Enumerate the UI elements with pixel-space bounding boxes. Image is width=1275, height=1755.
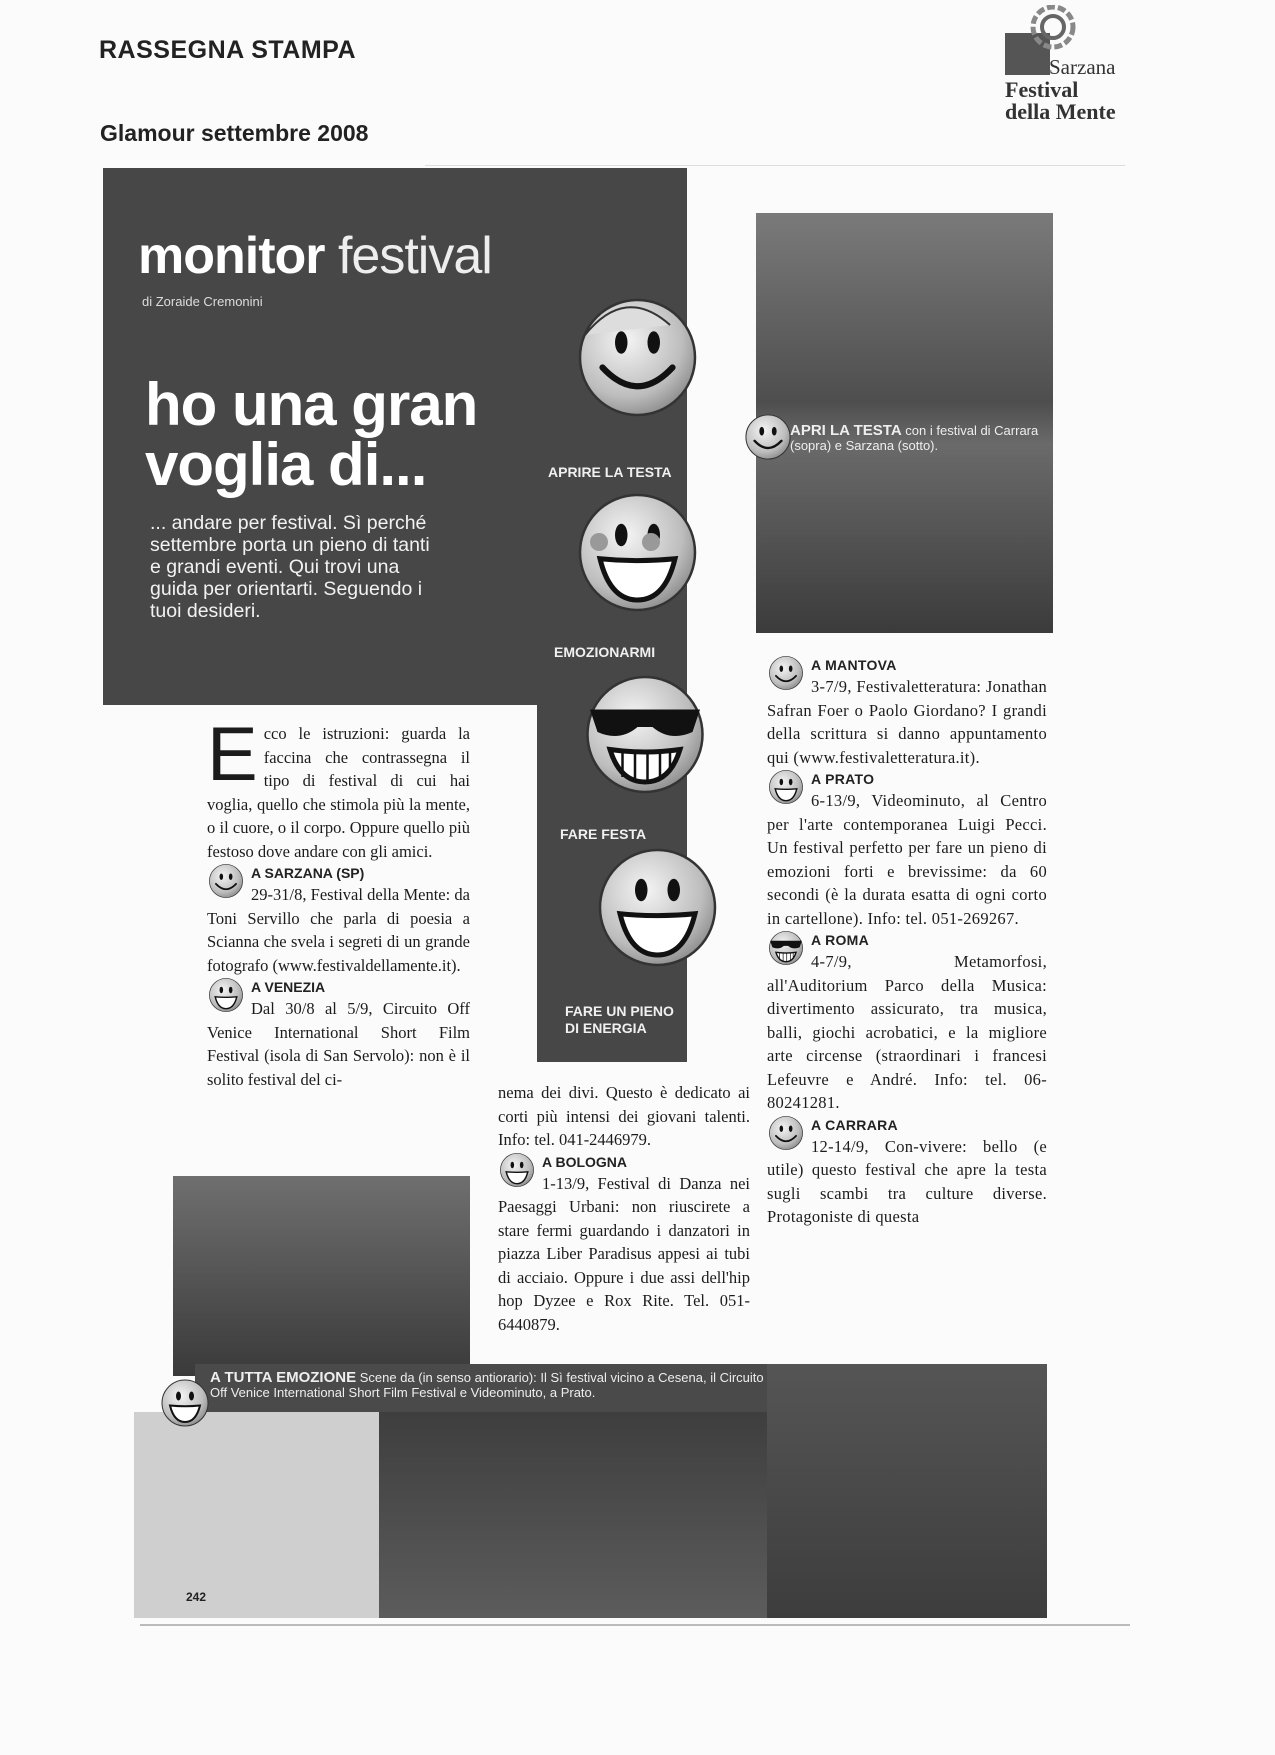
smiley-open-head-icon — [744, 413, 792, 461]
caption-title: A TUTTA EMOZIONE — [210, 1369, 357, 1386]
headline-line-1: ho una gran — [145, 371, 478, 438]
caption-text: con i festival di Carrara (sopra) e Sarzana (sotto). — [790, 423, 1039, 453]
festival-logo — [1005, 5, 1145, 125]
smiley-blush-icon — [575, 490, 700, 615]
entry-city: A PRATO — [811, 771, 875, 787]
headline-line-2: voglia di... — [145, 431, 427, 498]
smiley-sunglasses-icon — [767, 930, 805, 966]
source-label: Glamour settembre 2008 — [100, 120, 369, 146]
photo-videominuto — [767, 1364, 1047, 1618]
entry-text: 6-13/9, Videominuto, al Centro per l'arte contemporanea Luigi Pecci. Un festival perfetto per fare un pieno di emozioni forti e brevissime: da 60 secondi (è la durata esatta di ogni corto in cartellone). Info: tel. 051-269267. — [767, 791, 1047, 928]
entry-text: 3-7/9, Festivaletteratura: Jonathan Safran Foer o Paolo Giordano? I grandi della scrittura si danno appuntamento qui (www.festivaletteratura.it). — [767, 677, 1047, 767]
smiley-open-head-icon — [575, 295, 700, 420]
logo-sarzana: Sarzana — [1049, 55, 1116, 79]
smiley-sunglasses-icon — [580, 672, 710, 797]
mood-label: EMOZIONARMI — [554, 644, 656, 660]
intro-text: ... andare per festival. Sì perché settembre porta un pieno di tanti e grandi eventi. Qui trovi una guida per orientarti. Seguendo i tuoi desideri. — [150, 512, 430, 622]
bottom-rule — [140, 1624, 1130, 1626]
smiley-energy-icon — [498, 1152, 536, 1188]
entry-text: 1-13/9, Festival di Danza nei Paesaggi Urbani: non riuscirete a stare fermi guardando i danzatori in piazza Liber Paradisus appesi ai tubi di acciaio. Oppure i due assi dell'hip hop Dyzee e Rox Rite. Tel. 051-6440879. — [498, 1173, 750, 1334]
photo-venice-festival — [173, 1176, 470, 1376]
drop-cap: E — [207, 712, 258, 797]
press-review-title: RASSEGNA STAMPA — [99, 36, 357, 64]
caption-text: Scene da (in senso antiorario): Il Sì festival vicino a Cesena, il Circuito Off Venice International Short Film Festival e Videominuto, a Prato. — [210, 1370, 764, 1400]
entry-city: A SARZANA (SP) — [251, 865, 365, 881]
entry-text-continued: nema dei divi. Questo è dedicato ai corti più intensi dei giovani talenti. Info: tel. 041-2446979. — [498, 1083, 750, 1149]
photo-caption-bottom — [210, 1370, 765, 1400]
photo-carrara-sarzana — [756, 213, 1053, 633]
smiley-blush-icon — [160, 1378, 210, 1428]
mood-label: APRIRE LA TESTA — [548, 464, 672, 480]
middle-column — [498, 1081, 750, 1336]
smiley-open-head-icon — [767, 1115, 805, 1151]
entry-city: A MANTOVA — [811, 657, 897, 673]
smiley-blush-icon — [207, 977, 245, 1013]
entry-city: A VENEZIA — [251, 979, 326, 995]
entry-prato — [767, 769, 1047, 930]
mood-label: FARE FESTA — [560, 826, 647, 842]
top-rule — [425, 165, 1125, 166]
entry-sarzana — [207, 863, 470, 977]
logo-festival: Festival — [1005, 77, 1079, 102]
page-number: 242 — [186, 1590, 207, 1604]
caption-bar — [195, 1364, 767, 1412]
entry-text: 29-31/8, Festival della Mente: da Toni Servillo che parla di poesia a Scianna che svela i segreti di un grande fotografo (www.festivaldellamente.it). — [207, 885, 470, 975]
smiley-open-head-icon — [767, 655, 805, 691]
left-column — [207, 712, 470, 1091]
headline — [145, 371, 478, 498]
smiley-energy-icon — [595, 845, 720, 970]
entry-text: Dal 30/8 al 5/9, Circuito Off Venice International Short Film Festival (isola di San Servolo): non è il solito festival del ci- — [207, 999, 470, 1089]
entry-text: 4-7/9, Metamorfosi, all'Auditorium Parco della Musica: divertimento assicurato, tra musica, balli, giochi acrobatici, e la migliore arte circense (straordinari i francesi Lefeuvre e André. Info: tel. 06-80241281. — [767, 952, 1047, 1112]
entry-city: A CARRARA — [811, 1116, 898, 1133]
entry-city: A BOLOGNA — [542, 1153, 628, 1170]
lead-paragraph — [207, 712, 470, 863]
entry-mantova — [767, 655, 1047, 769]
entry-carrara — [767, 1115, 1047, 1229]
entry-bologna — [498, 1152, 750, 1337]
section-title-light: festival — [337, 227, 492, 285]
photo-circuito-off — [379, 1412, 767, 1618]
caption-title: APRI LA TESTA — [790, 422, 902, 439]
photo-si-festival — [134, 1412, 379, 1618]
entry-city: A ROMA — [811, 932, 870, 948]
entry-venezia — [207, 977, 470, 1091]
smiley-blush-icon — [767, 769, 805, 805]
lead-text: cco le istruzioni: guarda la faccina che contrassegna il tipo di festival di cui hai voglia, quello che stimola più la mente, o il cuore, o il corpo. Oppure quello più festoso dove andare con gli amici. — [207, 724, 470, 861]
entry-text: 12-14/9, Con-vivere: bello (e utile) questo festival che apre la testa sugli scambi tra culture diverse. Protagoniste di questa — [767, 1136, 1047, 1226]
photo-caption-top — [790, 423, 1040, 453]
smiley-open-head-icon — [207, 863, 245, 899]
right-column — [767, 655, 1047, 1229]
mood-label: FARE UN PIENO DI ENERGIA — [565, 1003, 674, 1036]
author-byline: di Zoraide Cremonini — [142, 294, 263, 309]
entry-roma — [767, 930, 1047, 1115]
section-title — [138, 226, 492, 286]
section-title-bold: monitor — [138, 227, 325, 285]
logo-della-mente: della Mente — [1005, 99, 1116, 124]
